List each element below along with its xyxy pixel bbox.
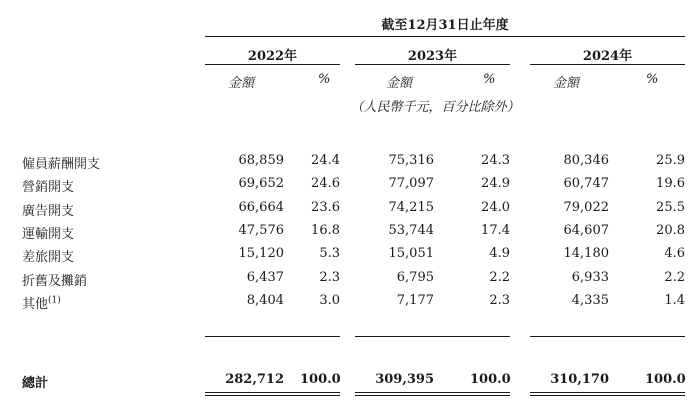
row-label	[22, 246, 74, 265]
pct-label-2023: %	[483, 72, 496, 87]
subtotal-line-2022	[205, 336, 340, 337]
row-label	[22, 270, 87, 289]
total-underline-2023-a	[355, 392, 510, 393]
row-label-text: 僱員薪酬開支	[22, 157, 101, 172]
year-2022-underline	[205, 64, 340, 65]
row-label-text: 廣告開支	[22, 204, 75, 219]
pct-2023: 2.3	[489, 293, 510, 308]
amount-2022: 15,120	[238, 246, 284, 261]
row-label-text: 折舊及攤銷	[22, 274, 88, 289]
amount-2023: 77,097	[388, 176, 434, 191]
row-label	[22, 293, 61, 312]
pct-2022: 24.4	[311, 153, 340, 168]
pct-2022: 24.6	[311, 176, 340, 191]
subtotal-line-2023	[355, 336, 510, 337]
pct-2023: 4.9	[489, 246, 510, 261]
total-2023-pct: 100.0	[470, 372, 511, 387]
amount-2023: 75,316	[388, 153, 434, 168]
row-label-text: 運輸開支	[22, 227, 75, 242]
pct-2022: 23.6	[311, 200, 340, 215]
year-2022-heading: 2022年	[247, 49, 298, 64]
pct-2023: 2.2	[489, 270, 510, 285]
amount-label-2024: 金額	[553, 76, 580, 91]
amount-label-2023: 金額	[386, 76, 413, 91]
row-label	[22, 200, 74, 219]
amount-2024: 60,747	[563, 176, 609, 191]
amount-2024: 80,346	[563, 153, 609, 168]
pct-2024: 19.6	[656, 176, 685, 191]
subtotal-line-2024	[530, 336, 685, 337]
pct-2024: 4.6	[664, 246, 685, 261]
total-underline-2024-a	[530, 392, 685, 393]
unit-note: （人民幣千元，百分比除外）	[350, 100, 520, 115]
amount-2022: 6,437	[246, 270, 284, 285]
total-label: 總計	[22, 376, 49, 391]
pct-2024: 1.4	[664, 293, 685, 308]
amount-2024: 79,022	[563, 200, 609, 215]
pct-2024: 2.2	[664, 270, 685, 285]
total-2022-pct: 100.0	[300, 372, 341, 387]
pct-2023: 24.9	[481, 176, 510, 191]
year-2023-heading: 2023年	[407, 49, 458, 64]
amount-2024: 6,933	[571, 270, 609, 285]
total-2024-amount: 310,170	[550, 372, 609, 387]
amount-2024: 64,607	[563, 223, 609, 238]
footnote-marker: (1)	[48, 295, 61, 306]
amount-2023: 74,215	[388, 200, 434, 215]
total-underline-2024-b	[530, 395, 685, 396]
pct-2024: 25.5	[656, 200, 685, 215]
amount-2023: 6,795	[396, 270, 434, 285]
period-heading: 截至12月31日止年度	[381, 18, 509, 33]
pct-2023: 24.0	[481, 200, 510, 215]
pct-label-2022: %	[318, 72, 331, 87]
row-label-text: 其他	[22, 297, 49, 312]
amount-2022: 47,576	[238, 223, 284, 238]
amount-2023: 15,051	[388, 246, 434, 261]
total-2023-amount: 309,395	[375, 372, 434, 387]
amount-2022: 68,859	[238, 153, 284, 168]
total-underline-2022-b	[205, 395, 340, 396]
pct-2023: 24.3	[481, 153, 510, 168]
period-underline	[205, 36, 685, 37]
row-label	[22, 153, 100, 172]
row-label	[22, 223, 74, 242]
amount-2022: 66,664	[238, 200, 284, 215]
pct-2022: 5.3	[319, 246, 340, 261]
total-underline-2022-a	[205, 392, 340, 393]
pct-2022: 2.3	[319, 270, 340, 285]
pct-2024: 25.9	[656, 153, 685, 168]
amount-2022: 69,652	[238, 176, 284, 191]
pct-2023: 17.4	[481, 223, 510, 238]
amount-2024: 4,335	[571, 293, 609, 308]
amount-2023: 7,177	[396, 293, 434, 308]
pct-label-2024: %	[646, 72, 659, 87]
row-label	[22, 176, 74, 195]
total-2024-pct: 100.0	[645, 372, 686, 387]
amount-2024: 14,180	[563, 246, 609, 261]
amount-2023: 53,744	[388, 223, 434, 238]
row-label-text: 營銷開支	[22, 180, 75, 195]
year-2024-underline	[530, 64, 685, 65]
year-2023-underline	[355, 64, 510, 65]
pct-2022: 3.0	[319, 293, 340, 308]
row-label-text: 差旅開支	[22, 250, 75, 265]
total-underline-2023-b	[355, 395, 510, 396]
pct-2024: 20.8	[656, 223, 685, 238]
amount-2022: 8,404	[246, 293, 284, 308]
amount-label-2022: 金額	[228, 76, 255, 91]
year-2024-heading: 2024年	[582, 49, 633, 64]
total-2022-amount: 282,712	[225, 372, 284, 387]
pct-2022: 16.8	[311, 223, 340, 238]
